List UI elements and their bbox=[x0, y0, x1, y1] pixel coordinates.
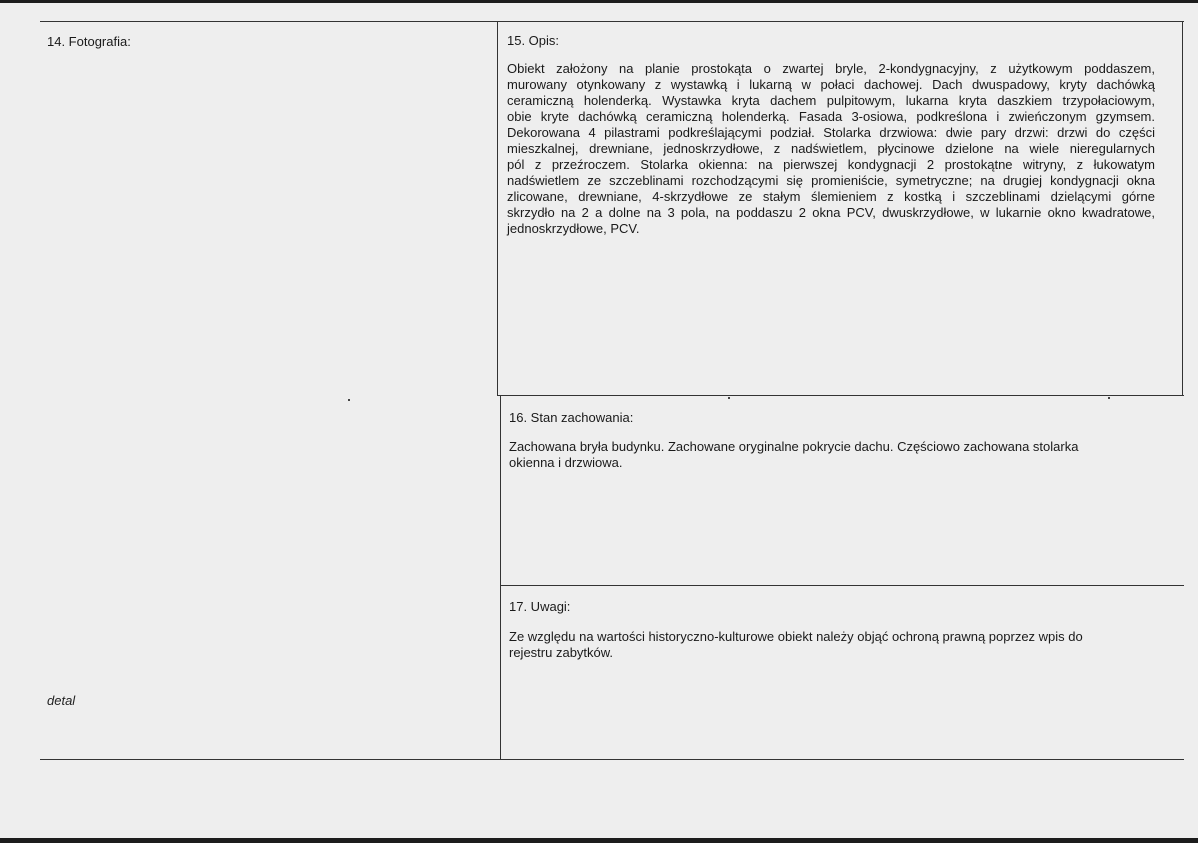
scan-edge-bottom bbox=[0, 838, 1198, 843]
section16-bottom-rule bbox=[500, 585, 1184, 586]
text-line: okienna i drzwiowa. bbox=[509, 455, 623, 470]
text-line: obie kryte dachówką ceramiczną holenderką. Fasada 3-osiowa, podkreślona i zwieńczonym gzymsem. bbox=[507, 109, 1155, 124]
top-rule bbox=[40, 21, 1184, 22]
column-divider bbox=[497, 21, 498, 395]
text-line: Ze względu na wartości historyczno-kulturowe obiekt należy objąć ochroną prawną poprzez wpis do bbox=[509, 629, 1083, 644]
text-line: pól z przeźroczem. Stolarka okienna: na pierwszej kondygnacji 2 prostokątne witryny, z łukowatym bbox=[507, 157, 1155, 172]
text-line: Obiekt założony na planie prostokąta o zwartej bryle, 2-kondygnacyjny, z użytkowym poddaszem, bbox=[507, 61, 1155, 76]
column-divider-lower bbox=[500, 395, 501, 759]
scan-dot bbox=[348, 399, 350, 401]
scan-edge-top bbox=[0, 0, 1198, 3]
section15-title: 15. Opis: bbox=[507, 33, 560, 48]
text-line: Zachowana bryła budynku. Zachowane oryginalne pokrycie dachu. Częściowo zachowana stolarka bbox=[509, 439, 1079, 454]
section14-title: 14. Fotografia: bbox=[47, 34, 131, 49]
text-line: rejestru zabytków. bbox=[509, 645, 614, 660]
text-line: nadświetlem ze szczeblinami rozchodzącymi się promieniście, symetryczne; na drugiej kondygnacji okna bbox=[507, 173, 1155, 188]
section17-text bbox=[509, 629, 1169, 661]
text-line: mieszkalnej, drewniane, jednoskrzydłowe, z nadświetlem, płycinowe dzielone na wiele nieregularnych bbox=[507, 141, 1155, 156]
text-line: skrzydło na 2 a dolne na 3 pola, na poddaszu 2 okna PCV, dwuskrzydłowe, w lukarnie okno kwadratowe, bbox=[507, 205, 1155, 220]
text-line: zlicowane, drewniane, 4-skrzydłowe ze stałym ślemieniem z kostką i szczeblinami dzielącymi górne bbox=[507, 189, 1155, 204]
scan-dot bbox=[1108, 397, 1110, 399]
text-line: Dekorowana 4 pilastrami podkreślającymi podział. Stolarka drzwiowa: dwie pary drzwi: drzwi do części bbox=[507, 125, 1155, 140]
text-line: ceramiczną holenderką. Wystawka kryta dachem pulpitowym, lukarna kryta daszkiem trzypołaciowym, bbox=[507, 93, 1155, 108]
bottom-rule bbox=[40, 759, 1184, 760]
text-line: jednoskrzydłowe, PCV. bbox=[507, 221, 640, 236]
photo-caption: detal bbox=[47, 693, 76, 708]
section16-text bbox=[509, 439, 1169, 471]
section15-bottom-rule bbox=[497, 395, 1184, 396]
text-line: murowany otynkowany z wystawką i lukarną w połaci dachowej. Dach dwuspadowy, kryty dachówką bbox=[507, 77, 1155, 92]
section17-title: 17. Uwagi: bbox=[509, 599, 571, 614]
scan-dot bbox=[728, 397, 730, 399]
section15-description bbox=[507, 61, 1155, 237]
right-border bbox=[1182, 21, 1183, 395]
section16-title: 16. Stan zachowania: bbox=[509, 410, 634, 425]
